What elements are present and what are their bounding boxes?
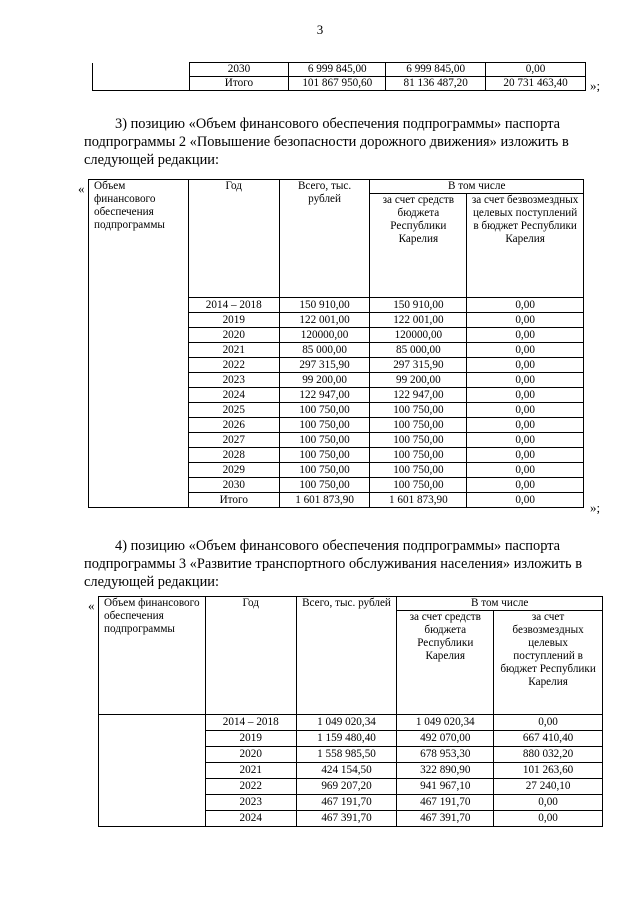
grants-cell: 0,00 [494,795,603,811]
budget-cell: 100 750,00 [370,433,467,448]
year-cell: 2022 [205,779,296,795]
total-cell: 99 200,00 [279,373,370,388]
year-cell: 2019 [188,313,279,328]
year-cell: 2024 [188,388,279,403]
total-cell: 122 001,00 [279,313,370,328]
grants-cell: 0,00 [467,493,584,508]
total-cell: 101 867 950,60 [289,77,386,91]
table-row [93,63,586,77]
label-spacer-cell [89,433,189,448]
label-spacer-cell [99,715,206,731]
label-spacer-cell [99,731,206,747]
label-spacer-cell [89,403,189,418]
budget-cell: 492 070,00 [397,731,494,747]
year-cell: 2026 [188,418,279,433]
budget-cell: 100 750,00 [370,448,467,463]
grants-cell: 880 032,20 [494,747,603,763]
subprogram3-finance-table [98,596,603,827]
total-cell: 122 947,00 [279,388,370,403]
total-cell: 100 750,00 [279,418,370,433]
budget-cell: 100 750,00 [370,478,467,493]
header-budget: за счет средств бюджета Республики Карелия [370,194,467,298]
grants-cell: 667 410,40 [494,731,603,747]
para4-line1: 4) позицию «Объем финансового обеспечения подпрограммы» паспорта [115,538,561,554]
grants-cell: 0,00 [467,433,584,448]
budget-cell: 122 947,00 [370,388,467,403]
budget-cell: 322 890,90 [397,763,494,779]
open-quote: « [88,598,95,613]
total-cell: 1 049 020,34 [296,715,397,731]
header-grants: за счет безвозмездных целевых поступлений в бюджет Республики Карелия [494,611,603,715]
budget-cell: 941 967,10 [397,779,494,795]
year-cell: 2030 [188,478,279,493]
budget-cell: 1 049 020,34 [397,715,494,731]
table-row [89,313,584,328]
total-cell: 297 315,90 [279,358,370,373]
label-spacer-cell [89,373,189,388]
budget-cell: 85 000,00 [370,343,467,358]
year-cell: 2019 [205,731,296,747]
total-cell: 150 910,00 [279,298,370,313]
total-cell: 969 207,20 [296,779,397,795]
budget-cell: 297 315,90 [370,358,467,373]
grants-cell: 0,00 [467,418,584,433]
header-grants: за счет безвозмездных целевых поступлений в бюджет Республики Карелия [467,194,584,298]
grants-cell: 0,00 [467,343,584,358]
grants-cell: 0,00 [467,313,584,328]
header-including: В том числе [370,180,584,194]
open-quote: « [78,181,85,196]
header-budget: за счет средств бюджета Республики Карелия [397,611,494,715]
year-cell: 2024 [205,811,296,827]
label-spacer-cell [89,388,189,403]
year-cell: 2022 [188,358,279,373]
para3-line2: подпрограммы 2 «Повышение безопасности дорожного движения» изложить в [84,134,569,150]
budget-cell: 122 001,00 [370,313,467,328]
header-total: Всего, тыс. рублей [279,180,370,298]
label-spacer-cell [99,779,206,795]
total-cell: 1 159 480,40 [296,731,397,747]
year-cell: 2030 [189,63,289,77]
table-row [89,448,584,463]
budget-cell: 81 136 487,20 [386,77,486,91]
header-year: Год [188,180,279,298]
grants-cell: 0,00 [494,811,603,827]
grants-cell: 0,00 [467,298,584,313]
page-number: 3 [316,22,324,37]
table-row [93,77,586,91]
table-row [99,715,603,731]
table-row [99,763,603,779]
table-row [89,403,584,418]
total-cell: 1 601 873,90 [279,493,370,508]
table-row [89,433,584,448]
header-total: Всего, тыс. рублей [296,597,397,715]
grants-cell: 0,00 [467,463,584,478]
year-cell: 2014 – 2018 [205,715,296,731]
label-spacer-cell [99,747,206,763]
total-cell: 424 154,50 [296,763,397,779]
subprogram2-finance-table [88,179,584,508]
budget-cell: 6 999 845,00 [386,63,486,77]
budget-cell: 467 391,70 [397,811,494,827]
grants-cell: 0,00 [486,63,586,77]
label-spacer-cell [89,358,189,373]
year-cell: 2023 [188,373,279,388]
para4-line3: следующей редакции: [84,574,219,590]
grants-cell: 0,00 [494,715,603,731]
budget-cell: 120000,00 [370,328,467,343]
total-cell: 6 999 845,00 [289,63,386,77]
grants-cell: 20 731 463,40 [486,77,586,91]
label-spacer-cell [89,463,189,478]
total-cell: 467 191,70 [296,795,397,811]
label-spacer-cell [89,313,189,328]
year-cell: Итого [188,493,279,508]
grants-cell: 27 240,10 [494,779,603,795]
total-cell: 100 750,00 [279,478,370,493]
budget-cell: 100 750,00 [370,463,467,478]
label-spacer-cell [89,493,189,508]
table-row [89,343,584,358]
table-row [99,747,603,763]
budget-cell: 678 953,30 [397,747,494,763]
para4-line2: подпрограммы 3 «Развитие транспортного обслуживания населения» изложить в [84,556,583,572]
table-row [89,388,584,403]
label-spacer-cell [89,343,189,358]
end-mark: »; [590,500,601,515]
budget-cell: 150 910,00 [370,298,467,313]
table-label: Объем финансового обеспечения подпрограммы [99,597,206,715]
budget-cell: 100 750,00 [370,418,467,433]
label-spacer-cell [99,795,206,811]
table-row [89,328,584,343]
para3-line1: 3) позицию «Объем финансового обеспечения подпрограммы» паспорта [115,116,561,132]
label-spacer-cell [89,478,189,493]
table-row [89,298,584,313]
budget-cell: 1 601 873,90 [370,493,467,508]
label-spacer-cell [89,328,189,343]
grants-cell: 0,00 [467,373,584,388]
year-cell: 2014 – 2018 [188,298,279,313]
total-cell: 467 391,70 [296,811,397,827]
top-table [92,62,586,91]
total-cell: 1 558 985,50 [296,747,397,763]
table-row [99,731,603,747]
year-cell: 2027 [188,433,279,448]
table-label: Объем финансового обеспечения подпрограммы [89,180,189,298]
end-mark: »; [590,78,601,93]
total-cell: 100 750,00 [279,403,370,418]
label-spacer-cell [99,811,206,827]
label-spacer-cell [93,77,190,91]
label-spacer-cell [93,63,190,77]
budget-cell: 467 191,70 [397,795,494,811]
year-cell: 2029 [188,463,279,478]
label-spacer-cell [89,448,189,463]
year-cell: 2021 [188,343,279,358]
grants-cell: 0,00 [467,448,584,463]
label-spacer-cell [89,298,189,313]
table-row [89,373,584,388]
budget-cell: 100 750,00 [370,403,467,418]
grants-cell: 0,00 [467,388,584,403]
total-cell: 120000,00 [279,328,370,343]
year-cell: 2025 [188,403,279,418]
total-cell: 100 750,00 [279,448,370,463]
budget-cell: 99 200,00 [370,373,467,388]
grants-cell: 0,00 [467,358,584,373]
total-cell: 100 750,00 [279,463,370,478]
table-row [99,811,603,827]
year-cell: 2028 [188,448,279,463]
year-cell: 2023 [205,795,296,811]
grants-cell: 0,00 [467,478,584,493]
table-row [99,779,603,795]
total-cell: 85 000,00 [279,343,370,358]
table-row [89,418,584,433]
grants-cell: 101 263,60 [494,763,603,779]
label-spacer-cell [89,418,189,433]
table-row [89,463,584,478]
table-row [89,358,584,373]
header-year: Год [205,597,296,715]
total-cell: 100 750,00 [279,433,370,448]
year-cell: 2021 [205,763,296,779]
table-row [99,795,603,811]
table-row [89,493,584,508]
header-including: В том числе [397,597,603,611]
year-cell: Итого [189,77,289,91]
para3-line3: следующей редакции: [84,152,219,168]
grants-cell: 0,00 [467,403,584,418]
year-cell: 2020 [188,328,279,343]
year-cell: 2020 [205,747,296,763]
label-spacer-cell [99,763,206,779]
table-row [89,478,584,493]
grants-cell: 0,00 [467,328,584,343]
